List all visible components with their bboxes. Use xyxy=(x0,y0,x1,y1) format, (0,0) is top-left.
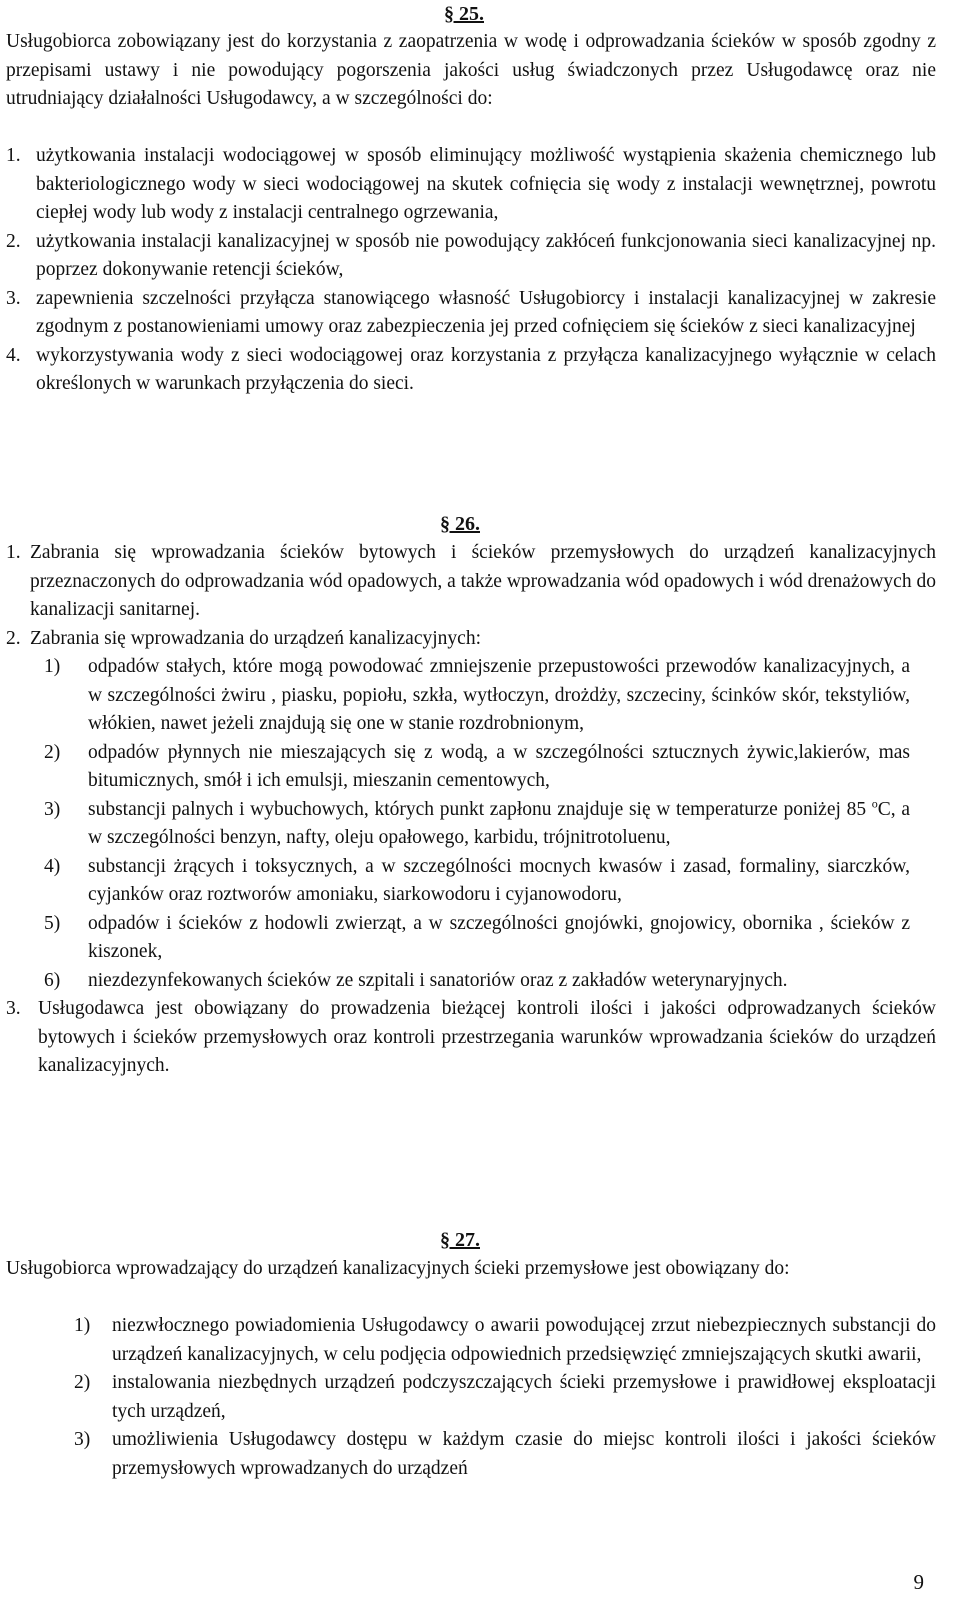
list-item xyxy=(6,625,936,996)
item-number: 2) xyxy=(74,1372,91,1393)
item-text: zapewnienia szczelności przyłącza stanowiącego własność Usługobiorcy i instalacji kanalizacyjnej w zakresie zgodnym z postanowieniami umowy oraz zabezpieczenia jej przed cofnięciem się ścieków z sieci kanalizacyjnej xyxy=(36,287,936,337)
item-number: 3. xyxy=(6,287,21,309)
item-number: 1. xyxy=(6,542,21,563)
sublist-item xyxy=(44,739,910,796)
item-text: niezwłocznego powiadomienia Usługodawcy o awarii powodującej zrzut niebezpiecznych substancji do urządzeń kanalizacyjnych, w celu podjęcia odpowiednich przedsięwzięć zmniejszających skutki awarii, xyxy=(112,1315,936,1365)
list-item xyxy=(74,1312,936,1369)
item-number: 2. xyxy=(6,627,21,649)
item-text: umożliwienia Usługodawcy dostępu w każdym czasie do miejsc kontroli ilości i jakości ścieków przemysłowych wprowadzanych do urządzeń xyxy=(112,1429,936,1479)
subitem-text-end: C, a w szczególności benzyn, nafty, oleju opałowego, karbidu, trójnitrotoluenu, xyxy=(88,798,910,848)
subitem-number: 1) xyxy=(44,656,61,677)
degree-superscript: o xyxy=(871,796,878,810)
list-item xyxy=(6,539,936,625)
item-text: Zabrania się wprowadzania ścieków bytowych i ścieków przemysłowych do urządzeń kanalizacyjnych przeznaczonych do odprowadzania wód opadowych, a także wprowadzania wód opadowych i wód drenażowych do kanalizacji sanitarnej. xyxy=(30,542,936,620)
item-text: wykorzystywania wody z sieci wodociągowej oraz korzystania z przyłącza kanalizacyjnego wyłącznie w celach określonych w warunkach przyłączenia do sieci. xyxy=(36,344,936,394)
item-number: 1) xyxy=(74,1315,91,1336)
sublist-item xyxy=(44,853,910,910)
subitem-number: 3) xyxy=(44,798,61,820)
item-number: 4. xyxy=(6,344,21,366)
list-item xyxy=(6,342,936,399)
section-26-heading: § 26. xyxy=(440,513,480,535)
subitem-text: niezdezynfekowanych ścieków ze szpitali i sanatoriów oraz z zakładów weterynaryjnych. xyxy=(88,969,788,991)
sublist-item xyxy=(44,910,910,967)
section-25-intro: Usługobiorca zobowiązany jest do korzystania z zaopatrzenia w wodę i odprowadzania ścieków w sposób zgodny z przepisami ustawy i nie powodujący pogorszenia jakości usług świadczonych przez Usługodawcę oraz nie utrudniający działalności Usługodawcy, a w szczególności do: xyxy=(6,31,936,109)
subitem-text: odpadów stałych, które mogą powodować zmniejszenie przepustowości przewodów kanalizacyjnych, a w szczególności żwiru , piasku, popiołu, szkła, wytłoczyn, drożdży, szczeciny, ścinków skór, tekstyliów, włókien, nawet jeżeli znajdują się one w stanie rozdrobnionym, xyxy=(88,656,910,734)
subitem-number: 6) xyxy=(44,969,61,991)
list-item xyxy=(6,142,936,228)
item-number: 1. xyxy=(6,145,21,166)
list-item xyxy=(6,285,936,342)
list-item xyxy=(6,228,936,285)
subitem-text: odpadów i ścieków z hodowli zwierząt, a w szczególności gnojówki, gnojowicy, obornika , ścieków z kiszonek, xyxy=(88,912,910,962)
section-25-list xyxy=(6,142,936,399)
section-25-heading: § 25. xyxy=(444,3,484,25)
item-number: 3. xyxy=(6,998,21,1019)
list-item xyxy=(74,1369,936,1426)
item-text: Zabrania się wprowadzania do urządzeń kanalizacyjnych: xyxy=(30,627,481,649)
sublist-item xyxy=(44,653,910,739)
list-item xyxy=(6,995,936,1081)
section-26-sublist xyxy=(44,653,910,995)
section-27-list xyxy=(74,1312,936,1483)
subitem-number: 2) xyxy=(44,741,61,763)
page-number: 9 xyxy=(913,1569,924,1594)
item-number: 2. xyxy=(6,230,21,252)
section-27-intro: Usługobiorca wprowadzający do urządzeń kanalizacyjnych ścieki przemysłowe jest obowiązany do: xyxy=(6,1258,790,1279)
sublist-item xyxy=(44,796,910,853)
subitem-text: odpadów płynnych nie mieszających się z wodą, a w szczególności sztucznych żywic,lakierów, mas bitumicznych, smół i ich emulsji, mieszanin cementowych, xyxy=(88,741,910,791)
item-text: użytkowania instalacji kanalizacyjnej w sposób nie powodujący zakłóceń funkcjonowania sieci kanalizacyjnej np. poprzez dokonywanie retencji ścieków, xyxy=(36,230,936,280)
item-text: użytkowania instalacji wodociągowej w sposób eliminujący możliwość wystąpienia skażenia chemicznego lub bakteriologicznego wody w sieci wodociągowej na skutek cofnięcia się wody z instalacji wewnętrznej, powrotu ciepłej wody lub wody z instalacji centralnego ogrzewania, xyxy=(36,145,936,223)
list-item xyxy=(74,1426,936,1483)
section-27-heading: § 27. xyxy=(440,1229,480,1251)
item-number: 3) xyxy=(74,1429,91,1450)
subitem-number: 4) xyxy=(44,855,61,877)
subitem-text-start: substancji palnych i wybuchowych, których punkt zapłonu znajduje się w temperaturze poniżej 85 xyxy=(88,798,872,820)
item-text: Usługodawca jest obowiązany do prowadzenia bieżącej kontroli ilości i jakości odprowadzanych ścieków bytowych i ścieków przemysłowych oraz kontroli przestrzegania warunków wprowadzania ścieków do urządzeń kanalizacyjnych. xyxy=(38,998,936,1076)
item-text: instalowania niezbędnych urządzeń podczyszczających ścieki przemysłowe i prawidłowej eksploatacji tych urządzeń, xyxy=(112,1372,936,1422)
section-26-list xyxy=(6,539,936,1081)
subitem-text: substancji żrących i toksycznych, a w szczególności mocnych kwasów i zasad, formaliny, siarczków, cyjanków oraz roztworów amoniaku, siarkowodoru i cyjanowodoru, xyxy=(88,855,910,905)
sublist-item xyxy=(44,967,910,996)
subitem-number: 5) xyxy=(44,912,61,934)
